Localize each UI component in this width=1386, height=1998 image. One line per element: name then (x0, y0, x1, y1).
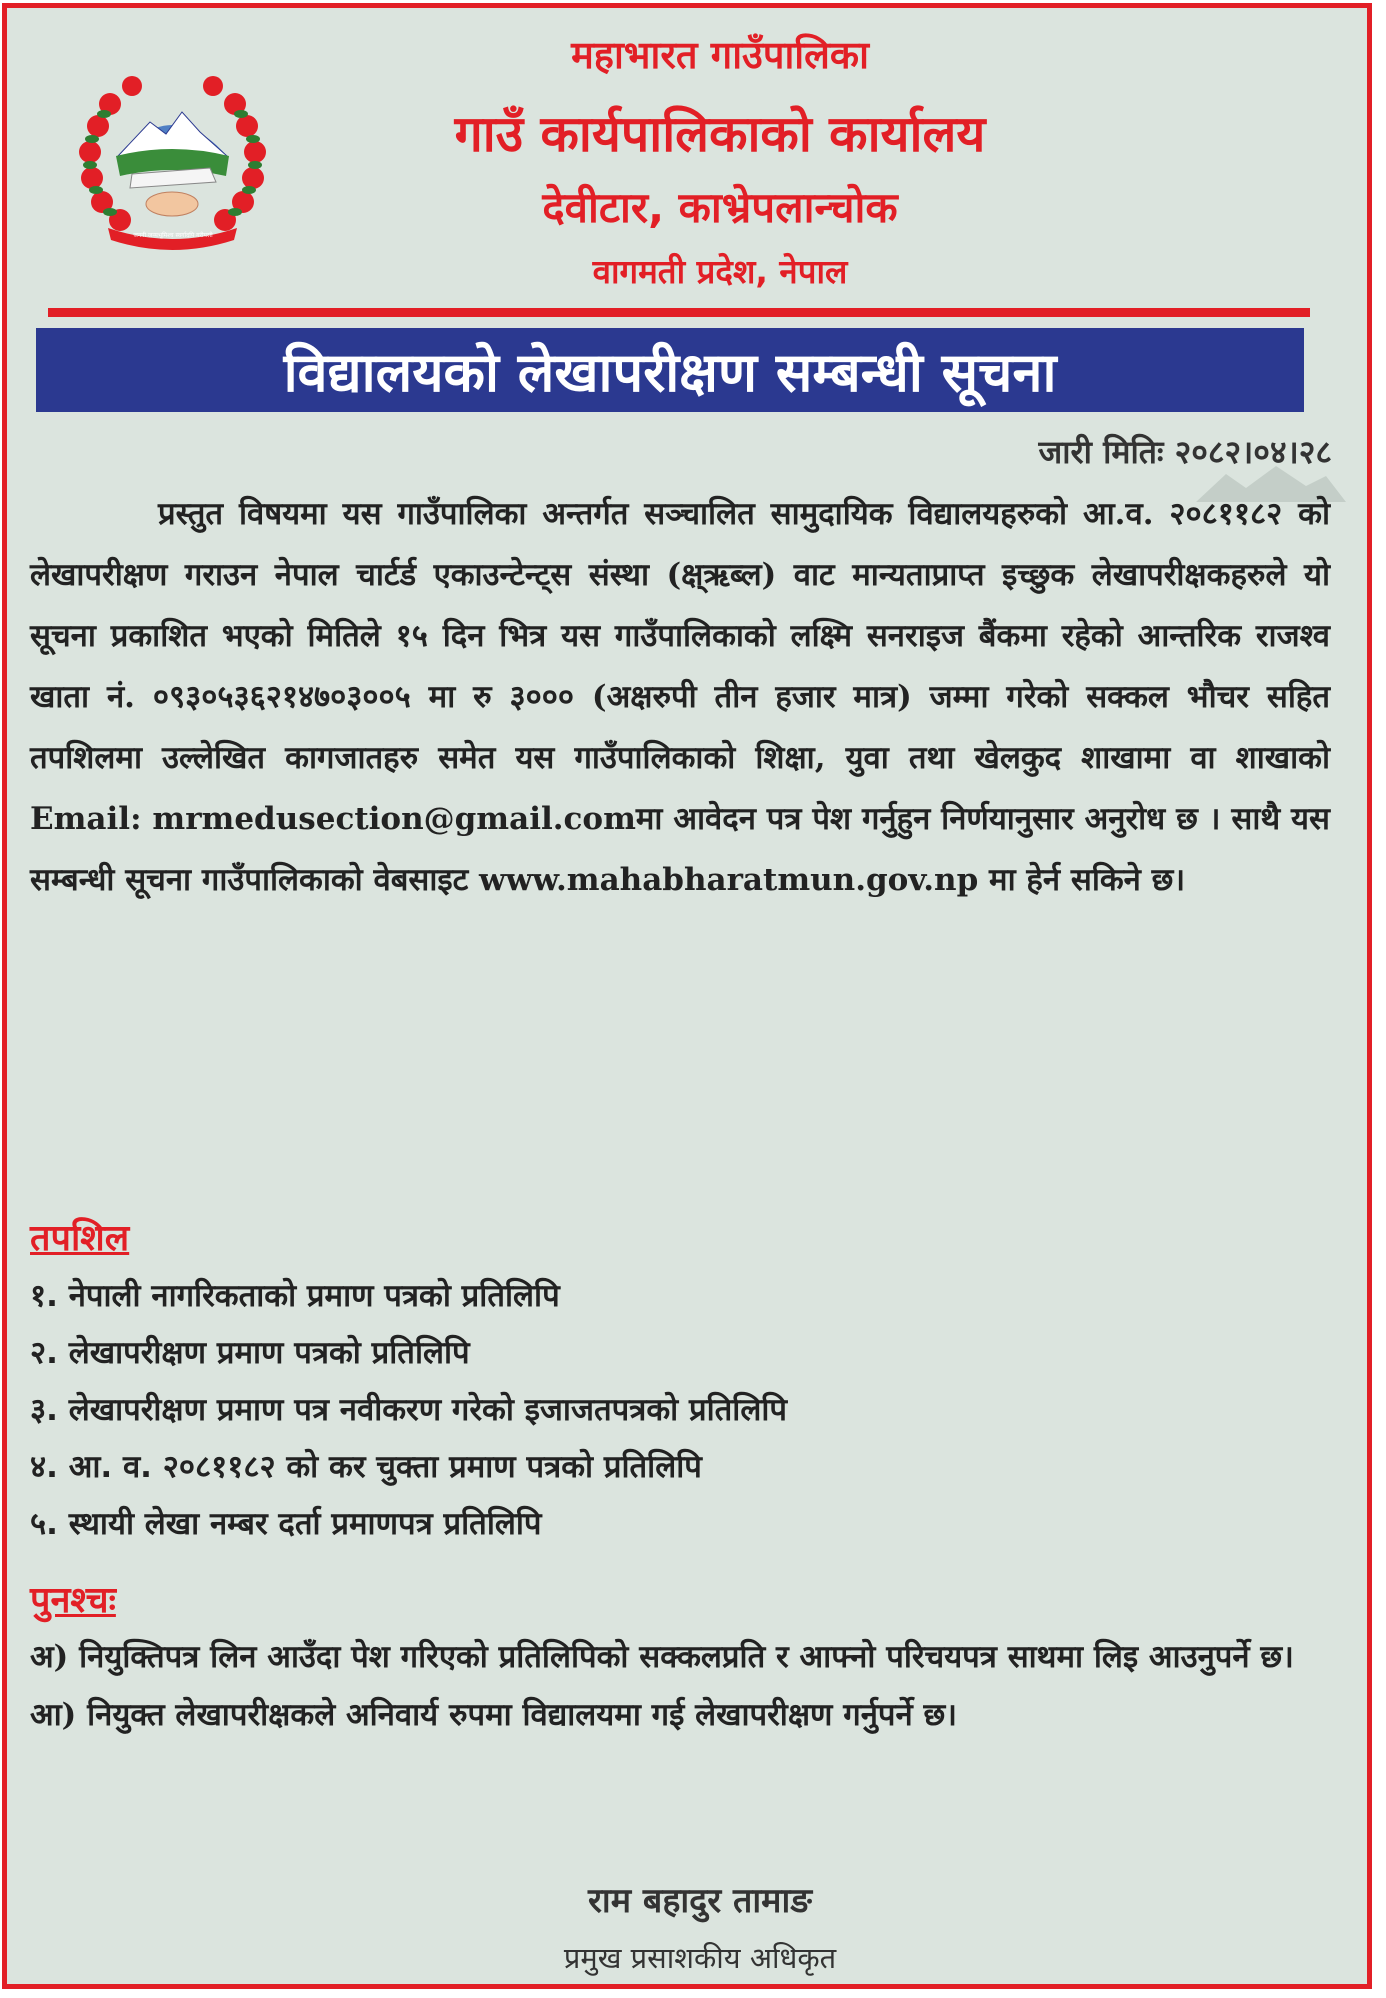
office-address: देवीटार, काभ्रेपलान्चोक (542, 183, 898, 232)
signatory-title: प्रमुख प्रसाशकीय अधिकृत (563, 1941, 837, 1975)
list-item: ४. आ. व. २०८११८२ को कर चुक्ता प्रमाण पत्रको प्रतिलिपि (30, 1449, 702, 1485)
notice-title-banner (36, 328, 1304, 412)
list-item: १. नेपाली नागरिकताको प्रमाण पत्रको प्रतिलिपि (30, 1278, 560, 1314)
issue-date: जारी मितिः २०८२।०४।२८ (1038, 433, 1332, 471)
municipality-name: महाभारत गाउँपालिका (571, 33, 869, 77)
postscript-notes (30, 1628, 1330, 1744)
nepal-emblem-icon (70, 64, 275, 254)
document-list (30, 1268, 1330, 1553)
header-divider (48, 308, 1310, 317)
emblem-motto: जननी जन्मभूमिश्च स्वर्गादपि गरीयसी (133, 232, 213, 239)
notice-title: विद्यालयको लेखापरीक्षण सम्बन्धी सूचना (283, 341, 1057, 404)
postscript-item: अ) नियुक्तिपत्र लिन आउँदा पेश गरिएको प्रतिलिपिको सक्कलप्रति र आफ्नो परिचयपत्र साथमा लिइ आउनुपर्ने छ। (30, 1639, 1294, 1675)
postscript-item: आ) नियुक्त लेखापरीक्षकले अनिवार्य रुपमा विद्यालयमा गई लेखापरीक्षण गर्नुपर्ने छ। (30, 1697, 958, 1733)
list-item: २. लेखापरीक्षण प्रमाण पत्रको प्रतिलिपि (30, 1335, 470, 1371)
signatory-name: राम बहादुर तामाङ (588, 1881, 812, 1921)
punashcha-heading: पुनश्चः (30, 1580, 116, 1621)
notice-body: प्रस्तुत विषयमा यस गाउँपालिका अन्तर्गत सञ्चालित सामुदायिक विद्यालयहरुको आ.व. २०८११८२ को लेखापरीक्षण गराउन नेपाल चार्टर्ड एकाउन्टेन्ट्स संस्था (क्ष्ऋब्ल) वाट मान्यताप्राप्त इच्छुक लेखापरीक्षकहरुले यो सूचना प्रकाशित भएको मितिले १५ दिन भित्र यस गाउँपालिकाको लक्ष्मि सनराइज बैंकमा रहेको आन्तरिक राजश्व खाता नं. ०९३०५३६२१४७०३००५ मा रु ३००० (अक्षरुपी तीन हजार मात्र) जम्मा गरेको सक्कल भौचर सहित तपशिलमा उल्लेखित कागजातहरु समेत यस गाउँपालिकाको शिक्षा, युवा तथा खेलकुद शाखामा वा शाखाको Email: mrmedusection@gmail.comमा आवेदन पत्र पेश गर्नुहुन निर्णयानुसार अनुरोध छ । साथै यस सम्बन्धी सूचना गाउँपालिकाको वेबसाइट www.mahabharatmun.gov.np मा हेर्न सकिने छ। (30, 496, 1330, 898)
province-country: वागमती प्रदेश, नेपाल (592, 252, 848, 291)
office-name: गाउँ कार्यपालिकाको कार्यालय (454, 105, 986, 163)
list-item: ३. लेखापरीक्षण प्रमाण पत्र नवीकरण गरेको इजाजतपत्रको प्रतिलिपि (30, 1392, 787, 1428)
list-item: ५. स्थायी लेखा नम्बर दर्ता प्रमाणपत्र प्रतिलिपि (30, 1506, 542, 1542)
tapashil-heading: तपशिल (30, 1218, 130, 1259)
